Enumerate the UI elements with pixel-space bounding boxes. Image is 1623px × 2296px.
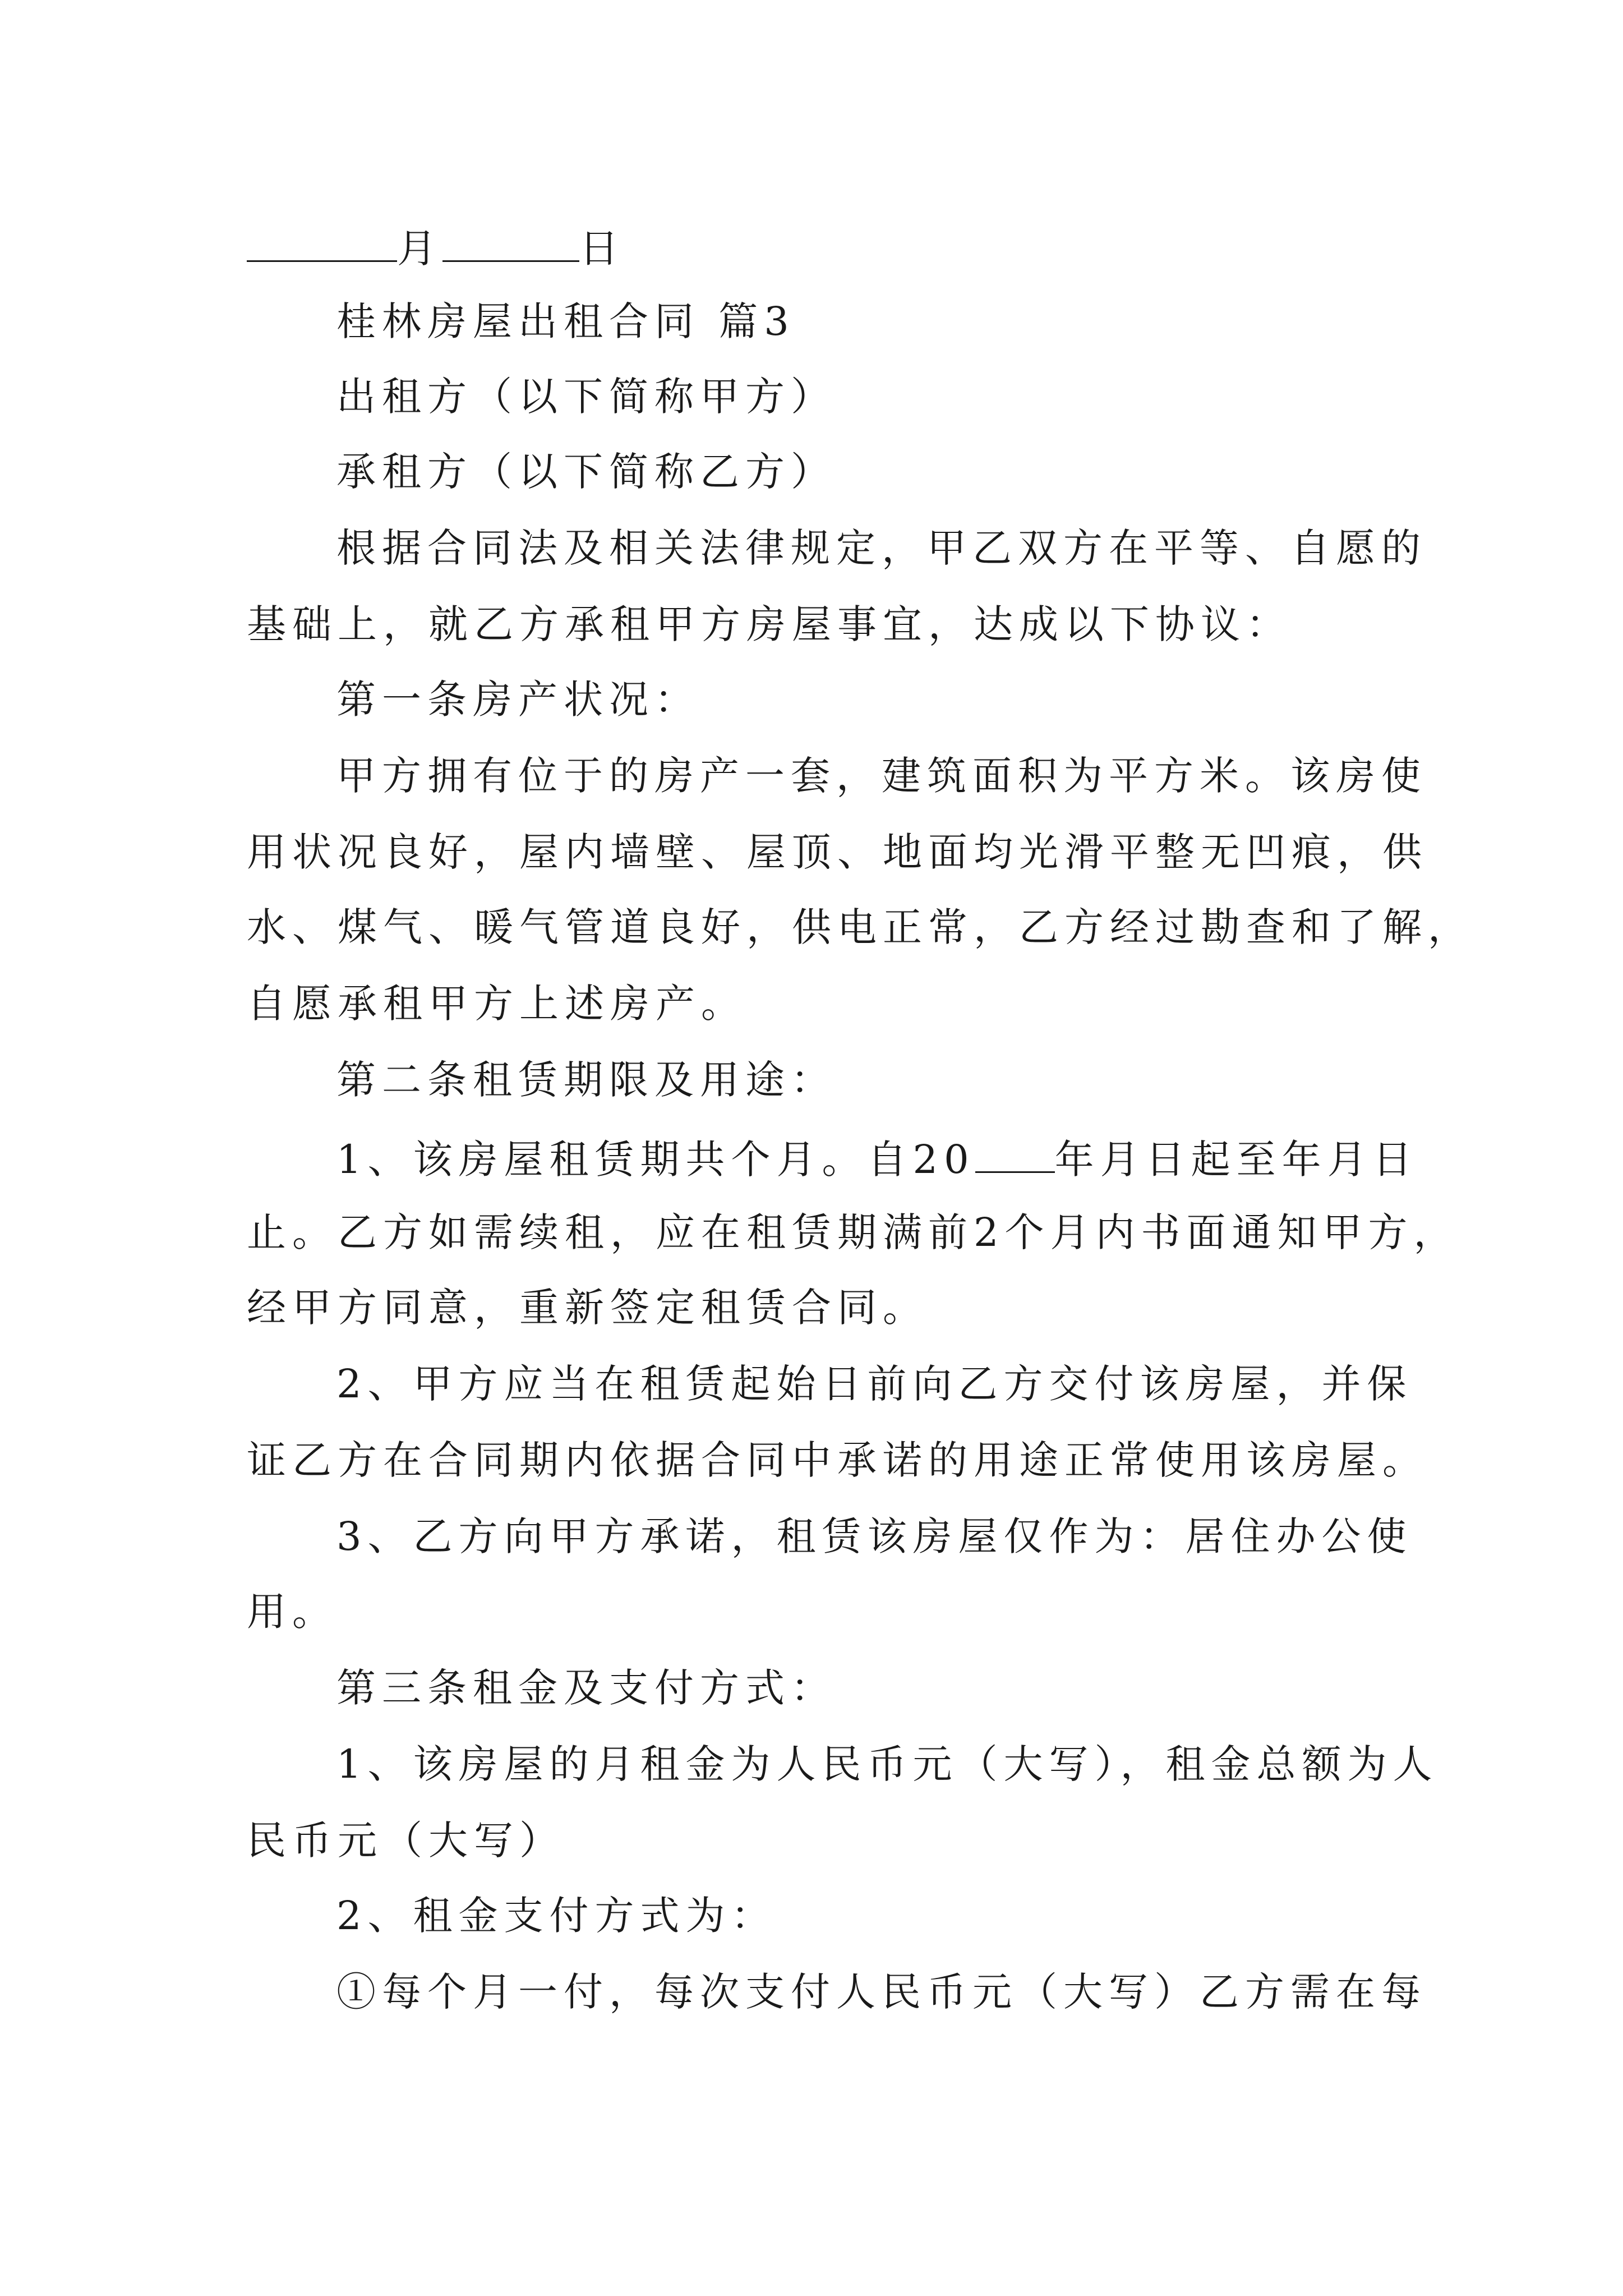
article2-item1-line-1	[336, 1137, 1418, 1182]
year-blank	[975, 1137, 1055, 1173]
article3-item2: 2、租金支付方式为：	[336, 1893, 777, 1939]
contract-title: 桂林房屋出租合同 篇3	[336, 298, 795, 344]
date-line	[247, 226, 625, 272]
article2-item2-line-1: 2、甲方应当在租赁起始日前向乙方交付该房屋，并保	[336, 1361, 1413, 1407]
article3-item1-line-1: 1、该房屋的月租金为人民币元（大写），租金总额为人	[336, 1741, 1438, 1787]
article3-item1-line-2: 民币元（大写）	[247, 1818, 565, 1864]
article2-item1-line-3: 经甲方同意，重新签定租赁合同。	[247, 1285, 928, 1331]
lessee-line: 承租方（以下简称乙方）	[336, 449, 836, 495]
day-blank	[442, 226, 579, 262]
month-label: 月	[397, 226, 442, 272]
article1-line-4: 自愿承租甲方上述房产。	[247, 981, 746, 1027]
article2-item1-line-2: 止。乙方如需续租，应在租赁期满前2个月内书面通知甲方，	[247, 1209, 1459, 1255]
article2-item2-line-2: 证乙方在合同期内依据合同中承诺的用途正常使用该房屋。	[247, 1437, 1428, 1483]
article2-item1-text-after: 年月日起至年月日	[1054, 1137, 1418, 1182]
article2-heading: 第二条租赁期限及用途：	[336, 1057, 836, 1103]
article2-item1-text-before: 1、该房屋租赁期共个月。自20	[336, 1137, 975, 1182]
intro-line-2: 基础上，就乙方承租甲方房屋事宜，达成以下协议：	[247, 601, 1292, 647]
article3-heading: 第三条租金及支付方式：	[336, 1665, 836, 1711]
article1-line-2: 用状况良好，屋内墙壁、屋顶、地面均光滑平整无凹痕，供	[247, 829, 1428, 875]
article2-item3-line-1: 3、乙方向甲方承诺，租赁该房屋仅作为：居住办公使	[336, 1513, 1413, 1559]
article1-line-1: 甲方拥有位于的房产一套，建筑面积为平方米。该房使	[336, 753, 1427, 799]
article2-item3-line-2: 用。	[247, 1589, 338, 1635]
article1-line-3: 水、煤气、暖气管道良好，供电正常，乙方经过勘查和了解，	[247, 904, 1473, 950]
article3-item2-1: ①每个月一付，每次支付人民币元（大写）乙方需在每	[336, 1969, 1427, 2015]
lessor-line: 出租方（以下简称甲方）	[336, 374, 836, 420]
month-blank	[247, 226, 397, 262]
article1-heading: 第一条房产状况：	[336, 677, 700, 723]
intro-line-1: 根据合同法及相关法律规定，甲乙双方在平等、自愿的	[336, 525, 1427, 571]
day-label: 日	[579, 226, 625, 272]
